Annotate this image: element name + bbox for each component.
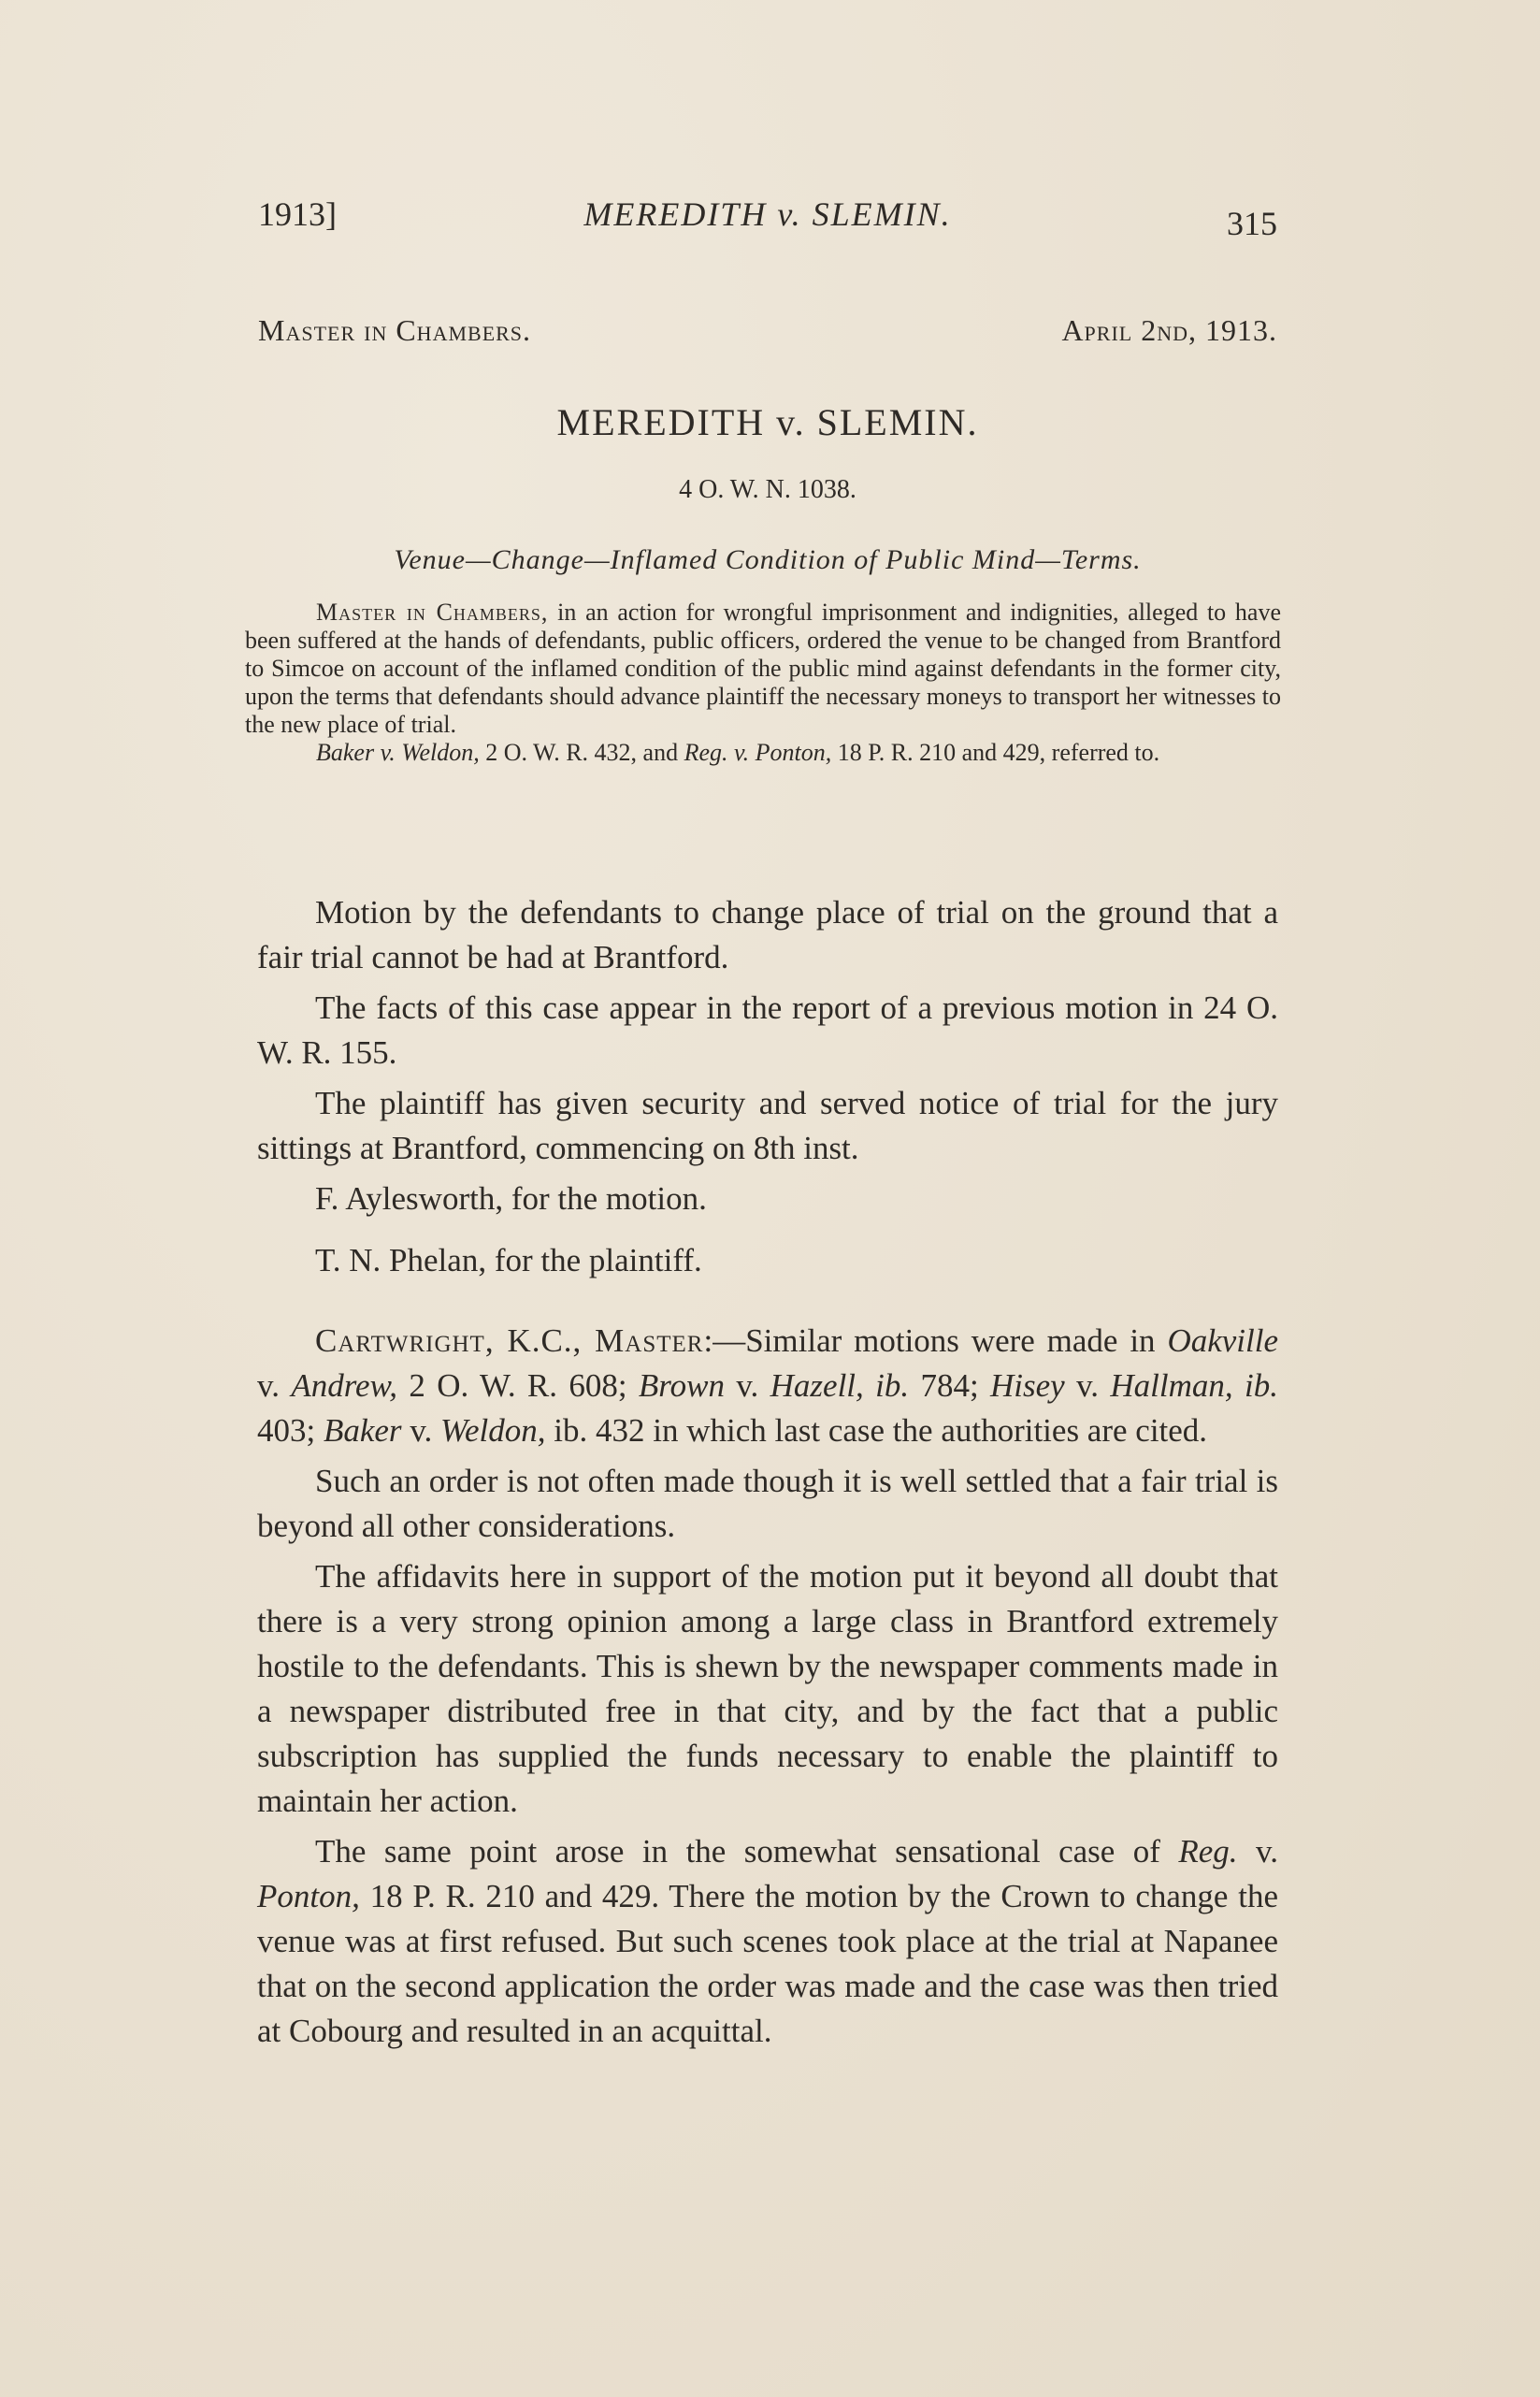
headnote-summary-text: in an action for wrongful imprisonment and indignities, alleged to have been suffered at the hands of defendants, public officers, ordered the venue to be changed from Brantford to Simcoe on account of the inflamed condition of the public mind against defendants in the former city, upon the terms that defendants should advance plaintiff the necessary moneys to transport her witnesses to the new place of trial. [245, 599, 1281, 738]
paragraph-judgment: Cartwright, K.C., Master:—Similar motions were made in Oakville v. Andrew, 2 O. W. R. 608; Brown v. Hazell, ib. 784; Hisey v. Hallman, ib. 403; Baker v. Weldon, ib. 432 in which last case the authorities are cited. [257, 1322, 1278, 1449]
paragraph-motion: Motion by the defendants to change place of trial on the ground that a fair trial cannot be had at Brantford. [257, 894, 1278, 975]
headnote-caps: Master in Chambers, [316, 599, 549, 626]
headnote [245, 599, 1281, 767]
page-number: 315 [1227, 205, 1277, 242]
ref-case-2: Reg. v. Ponton, [684, 739, 832, 766]
ref-mid: 2 O. W. R. 432, and [479, 739, 684, 766]
paragraph-ponton: The same point arose in the somewhat sensational case of Reg. v. Ponton, 18 P. R. 210 and 429. There the motion by the Crown to change the venue was at first refused. But such scenes took place at the trial at Napanee that on the second application the order was made and the case was then tried at Cobourg and resulted in an acquittal. [257, 1833, 1278, 2049]
case-title: MEREDITH v. SLEMIN. [556, 401, 979, 443]
case-citation: 4 O. W. N. 1038. [679, 475, 856, 504]
body-text [257, 890, 1278, 2059]
running-head-title: MEREDITH v. SLEMIN. [583, 195, 952, 233]
paragraph-order: Such an order is not often made though it is well settled that a fair trial is beyond all other considerations. [257, 1463, 1278, 1544]
headnote-topic: Venue—Change—Inflamed Condition of Public Mind—Terms. [394, 544, 1142, 575]
running-head-year: 1913] [258, 195, 337, 233]
paragraph-affidavits: The affidavits here in support of the motion put it beyond all doubt that there is a very strong opinion among a large class in Brantford extremely hostile to the defendants. This is shewn by the newspaper comments made in a newspaper distributed free in that city, and by the fact that a public subscription has supplied the funds necessary to enable the plaintiff to maintain her action. [257, 1558, 1278, 1819]
headnote-summary [245, 599, 1281, 739]
counsel-motion: F. Aylesworth, for the motion. [315, 1180, 707, 1217]
counsel-plaintiff: T. N. Phelan, for the plaintiff. [315, 1242, 702, 1278]
headnote-references [245, 739, 1281, 767]
court-name: Master in Chambers. [258, 313, 532, 347]
ref-case-1: Baker v. Weldon, [316, 739, 480, 766]
paragraph-security: The plaintiff has given security and served notice of trial for the jury sittings at Brantford, commencing on 8th inst. [257, 1085, 1278, 1166]
running-head [258, 195, 1277, 251]
decision-date: April 2nd, 1913. [1061, 313, 1277, 347]
paragraph-facts: The facts of this case appear in the report of a previous motion in 24 O. W. R. 155. [257, 989, 1278, 1071]
ref-end: 18 P. R. 210 and 429, referred to. [831, 739, 1160, 766]
